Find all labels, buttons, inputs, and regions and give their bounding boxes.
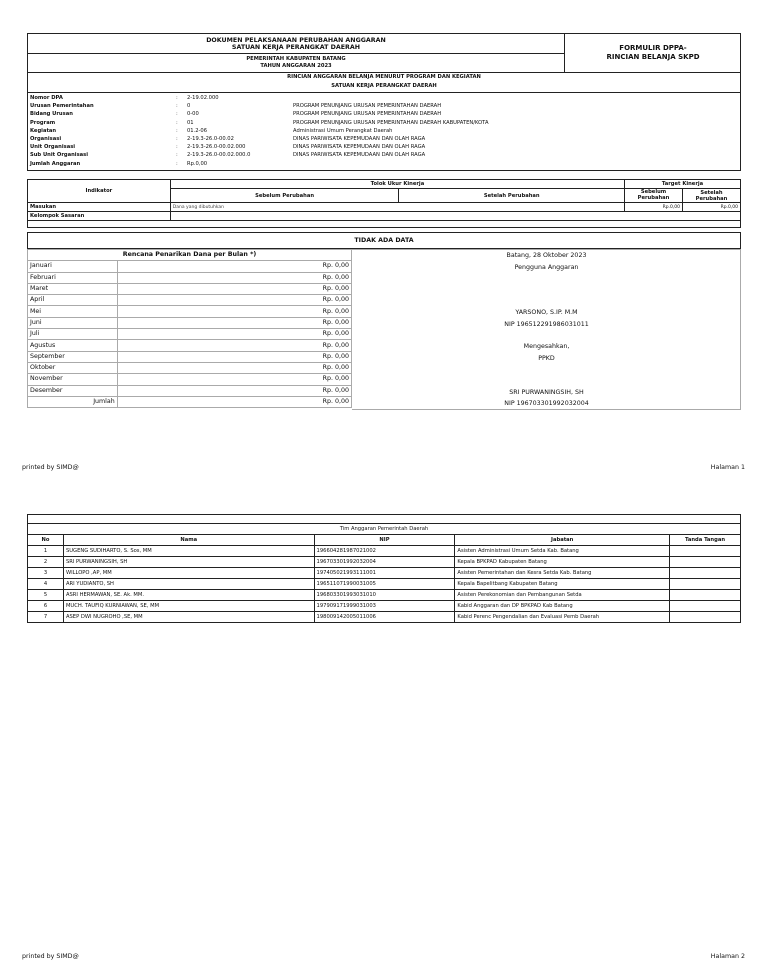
info-row bbox=[28, 102, 740, 110]
rencana-row bbox=[28, 317, 352, 328]
month-value: Rp. 0,00 bbox=[117, 306, 351, 317]
month-label: November bbox=[28, 374, 118, 385]
col-nama: Nama bbox=[63, 535, 314, 546]
footer-page-number: Halaman 2 bbox=[710, 953, 745, 960]
col-nip: NIP bbox=[314, 535, 455, 546]
no-data-banner: TIDAK ADA DATA bbox=[27, 232, 741, 249]
tim-header-row bbox=[28, 535, 741, 546]
table-row bbox=[28, 546, 741, 557]
info-row bbox=[28, 119, 740, 127]
info-key: Bidang Urusan bbox=[30, 111, 73, 118]
info-value: 01 bbox=[187, 119, 194, 126]
form-label-line-1: FORMULIR DPPA- bbox=[619, 44, 687, 52]
info-key: Unit Organisasi bbox=[30, 144, 76, 151]
row-signature bbox=[670, 612, 741, 623]
row-jabatan: Asisten Perekonomian dan Pembangunan Setda bbox=[455, 590, 670, 601]
table-row bbox=[28, 557, 741, 568]
header-left-block bbox=[28, 34, 565, 72]
rencana-row bbox=[28, 362, 352, 373]
info-value: 2-19.3-26.0-00.02.000.0 bbox=[187, 152, 251, 159]
masukan-label: Masukan bbox=[28, 203, 171, 212]
month-value: Rp. 0,00 bbox=[117, 283, 351, 294]
info-desc: DINAS PARIWISATA KEPEMUDAAN DAN OLAH RAGA bbox=[293, 135, 426, 142]
row-jabatan: Asisten Administrasi Umum Setda Kab. Batang bbox=[455, 546, 670, 557]
indikator-header: Indikator bbox=[28, 180, 171, 203]
month-value: Rp. 0,00 bbox=[117, 329, 351, 340]
row-no: 5 bbox=[28, 590, 64, 601]
info-key: Jumlah Anggaran bbox=[30, 160, 81, 167]
dpa-info-block bbox=[27, 93, 741, 171]
info-value: 0 bbox=[187, 103, 191, 110]
row-nip: 196803301993031010 bbox=[314, 590, 455, 601]
month-value: Rp. 0,00 bbox=[117, 374, 351, 385]
info-row bbox=[28, 160, 740, 168]
rencana-row bbox=[28, 261, 352, 272]
rincian-heading bbox=[27, 73, 741, 93]
info-row bbox=[28, 127, 740, 135]
row-jabatan: Kepala Bapelitbang Kabupaten Batang bbox=[455, 579, 670, 590]
signer-nip-2: NIP 196703301992032004 bbox=[504, 400, 589, 407]
row-signature bbox=[670, 590, 741, 601]
row-nama: ARI YUDIANTO, SH bbox=[63, 579, 314, 590]
rencana-table bbox=[27, 249, 352, 408]
row-nama: ASRI HERMAWAN, SE. Ak. MM. bbox=[63, 590, 314, 601]
month-label: Maret bbox=[28, 283, 118, 294]
info-row bbox=[28, 135, 740, 143]
header-line-4: TAHUN ANGGARAN 2023 bbox=[260, 63, 332, 69]
table-row bbox=[28, 579, 741, 590]
month-label: Agustus bbox=[28, 340, 118, 351]
sebelum-header: Sebelum Perubahan bbox=[170, 189, 399, 203]
info-key: Kegiatan bbox=[30, 127, 57, 134]
month-value: Rp. 0,00 bbox=[117, 295, 351, 306]
approval-label: Mengesahkan, bbox=[523, 343, 570, 350]
info-value: 2-19.3-26.0-00.02 bbox=[187, 135, 234, 142]
info-colon: : bbox=[176, 119, 178, 126]
target-setelah-header: Setelah Perubahan bbox=[683, 189, 741, 203]
row-nip: 197909171999031003 bbox=[314, 601, 455, 612]
header-title bbox=[28, 37, 564, 51]
signer-name-1: YARSONO, S.IP. M.M bbox=[515, 309, 578, 316]
rencana-row bbox=[28, 385, 352, 396]
header-line-2: SATUAN KERJA PERANGKAT DAERAH bbox=[231, 44, 361, 51]
info-colon: : bbox=[176, 103, 178, 110]
total-label: Jumlah bbox=[28, 396, 118, 407]
row-nama: SUGENG SUDIHARTO, S. Sos, MM bbox=[63, 546, 314, 557]
row-no: 4 bbox=[28, 579, 64, 590]
info-key: Program bbox=[30, 119, 56, 126]
row-no: 1 bbox=[28, 546, 64, 557]
info-value: 0-00 bbox=[187, 111, 199, 118]
row-signature bbox=[670, 579, 741, 590]
month-label: Juli bbox=[28, 329, 118, 340]
row-nama: SRI PURWANINGSIH, SH bbox=[63, 557, 314, 568]
row-nip: 196703301992032004 bbox=[314, 557, 455, 568]
info-row bbox=[28, 94, 740, 102]
setelah-header: Setelah Perubahan bbox=[399, 189, 625, 203]
col-tanda-tangan: Tanda Tangan bbox=[670, 535, 741, 546]
row-signature bbox=[670, 546, 741, 557]
info-colon: : bbox=[176, 152, 178, 159]
info-colon: : bbox=[176, 127, 178, 134]
row-nip: 196511071990031005 bbox=[314, 579, 455, 590]
form-label-line-2: RINCIAN BELANJA SKPD bbox=[606, 53, 700, 61]
form-label bbox=[565, 44, 741, 62]
info-value: 01.2-06 bbox=[187, 127, 208, 134]
info-desc: Administrasi Umum Perangkat Daerah bbox=[293, 127, 393, 134]
info-key: Organisasi bbox=[30, 135, 62, 142]
rencana-row bbox=[28, 340, 352, 351]
info-desc: DINAS PARIWISATA KEPEMUDAAN DAN OLAH RAGA bbox=[293, 152, 426, 159]
table-row bbox=[28, 601, 741, 612]
row-jabatan: Asisten Pemerintahan dan Kesra Setda Kab. Batang bbox=[455, 568, 670, 579]
rencana-row bbox=[28, 295, 352, 306]
info-colon: : bbox=[176, 135, 178, 142]
rincian-line-1: RINCIAN ANGGARAN BELANJA MENURUT PROGRAM DAN KEGIATAN bbox=[287, 74, 481, 80]
info-key: Nomor DPA bbox=[30, 95, 63, 101]
place-date: Batang, 28 Oktober 2023 bbox=[506, 252, 587, 259]
month-label: Desember bbox=[28, 385, 118, 396]
info-key: Urusan Pemerintahan bbox=[30, 103, 94, 110]
month-label: Januari bbox=[28, 261, 118, 272]
kelompok-value bbox=[170, 212, 740, 221]
row-nip: 198009142005011006 bbox=[314, 612, 455, 623]
footer-page-number: Halaman 1 bbox=[710, 464, 745, 471]
footer-printed-by: printed by SIMD@ bbox=[22, 464, 79, 471]
tim-anggaran-table bbox=[27, 514, 741, 623]
info-key: Sub Unit Organisasi bbox=[30, 152, 89, 159]
month-label: Oktober bbox=[28, 362, 118, 373]
signature-block bbox=[352, 249, 741, 410]
col-no: No bbox=[28, 535, 64, 546]
month-value: Rp. 0,00 bbox=[117, 362, 351, 373]
info-colon: : bbox=[176, 144, 178, 151]
month-value: Rp. 0,00 bbox=[117, 385, 351, 396]
target-header: Target Kinerja bbox=[625, 180, 741, 189]
info-row bbox=[28, 143, 740, 151]
month-value: Rp. 0,00 bbox=[117, 340, 351, 351]
rencana-row bbox=[28, 306, 352, 317]
kelompok-label: Kelompok Sasaran bbox=[28, 212, 171, 221]
header-line-1: DOKUMEN PELAKSANAAN PERUBAHAN ANGGARAN bbox=[206, 37, 386, 44]
table-row bbox=[28, 568, 741, 579]
col-jabatan: Jabatan bbox=[455, 535, 670, 546]
info-row bbox=[28, 151, 740, 159]
row-nip: 196604281987021002 bbox=[314, 546, 455, 557]
info-desc: PROGRAM PENUNJANG URUSAN PEMERINTAHAN DAERAH bbox=[293, 103, 442, 110]
role-ppkd: PPKD bbox=[538, 355, 555, 362]
target-sebelum-header: Sebelum Perubahan bbox=[625, 189, 683, 203]
table-row bbox=[28, 590, 741, 601]
rencana-title: Rencana Penarikan Dana per Bulan *) bbox=[28, 250, 352, 261]
row-signature bbox=[670, 557, 741, 568]
row-no: 3 bbox=[28, 568, 64, 579]
masukan-sebelum: Rp.0,00 bbox=[625, 203, 683, 212]
month-value: Rp. 0,00 bbox=[117, 351, 351, 362]
masukan-value: Dana yang dibutuhkan bbox=[170, 203, 624, 212]
rencana-row bbox=[28, 283, 352, 294]
tim-spacer bbox=[28, 515, 741, 524]
month-value: Rp. 0,00 bbox=[117, 272, 351, 283]
row-nama: ASEP DWI NUGROHO ,SE, MM bbox=[63, 612, 314, 623]
month-label: April bbox=[28, 295, 118, 306]
info-value: Rp.0,00 bbox=[187, 160, 208, 167]
signer-name-2: SRI PURWANINGSIH, SH bbox=[509, 389, 584, 396]
row-nip: 197405021993111001 bbox=[314, 568, 455, 579]
document-header bbox=[27, 33, 741, 73]
info-desc: PROGRAM PENUNJANG URUSAN PEMERINTAHAN DAERAH bbox=[293, 111, 442, 118]
signer-nip-1: NIP 196512291986031011 bbox=[504, 321, 589, 328]
kinerja-table bbox=[27, 179, 741, 228]
month-value: Rp. 0,00 bbox=[117, 261, 351, 272]
kinerja-spacer bbox=[28, 221, 741, 228]
header-line-3: PEMERINTAH KABUPATEN BATANG bbox=[246, 56, 346, 62]
footer-printed-by: printed by SIMD@ bbox=[22, 953, 79, 960]
role-pengguna-anggaran: Pengguna Anggaran bbox=[514, 264, 579, 271]
month-label: Mei bbox=[28, 306, 118, 317]
info-value: 2-19.02.000 bbox=[187, 95, 219, 101]
info-colon: : bbox=[176, 160, 178, 167]
row-nama: MUCH. TAUFIQ KURNIAWAN, SE, MM bbox=[63, 601, 314, 612]
masukan-setelah: Rp.0,00 bbox=[683, 203, 741, 212]
row-jabatan: Kepala BPKPAD Kabupaten Batang bbox=[455, 557, 670, 568]
row-no: 2 bbox=[28, 557, 64, 568]
rencana-row bbox=[28, 329, 352, 340]
table-row bbox=[28, 612, 741, 623]
info-desc: PROGRAM PENUNJANG URUSAN PEMERINTAHAN DAERAH KABUPATEN/KOTA bbox=[293, 119, 489, 126]
month-label: Juni bbox=[28, 317, 118, 328]
row-jabatan: Kabid Perenc Pengendalian dan Evaluasi Pemb Daerah bbox=[455, 612, 670, 623]
month-label: Februari bbox=[28, 272, 118, 283]
rencana-row bbox=[28, 351, 352, 362]
month-value: Rp. 0,00 bbox=[117, 317, 351, 328]
rencana-row bbox=[28, 374, 352, 385]
total-value: Rp. 0,00 bbox=[117, 396, 351, 407]
row-nama: WILLOPO ,AP, MM bbox=[63, 568, 314, 579]
row-no: 6 bbox=[28, 601, 64, 612]
info-desc: DINAS PARIWISATA KEPEMUDAAN DAN OLAH RAGA bbox=[293, 144, 426, 151]
row-jabatan: Kabid Anggaran dan DP BPKPAD Kab Batang bbox=[455, 601, 670, 612]
rencana-total-row bbox=[28, 396, 352, 407]
row-signature bbox=[670, 568, 741, 579]
rincian-line-2: SATUAN KERJA PERANGKAT DAERAH bbox=[331, 83, 437, 89]
month-label: September bbox=[28, 351, 118, 362]
header-subtitle bbox=[28, 56, 564, 70]
tolok-ukur-header: Tolok Ukur Kinerja bbox=[170, 180, 624, 189]
row-signature bbox=[670, 601, 741, 612]
info-colon: : bbox=[176, 95, 178, 101]
tim-title: Tim Anggaran Pemerintah Daerah bbox=[28, 524, 741, 535]
row-no: 7 bbox=[28, 612, 64, 623]
rencana-row bbox=[28, 272, 352, 283]
info-value: 2-19.3-26.0-00.02.000 bbox=[187, 144, 246, 151]
info-colon: : bbox=[176, 111, 178, 118]
info-row bbox=[28, 110, 740, 118]
